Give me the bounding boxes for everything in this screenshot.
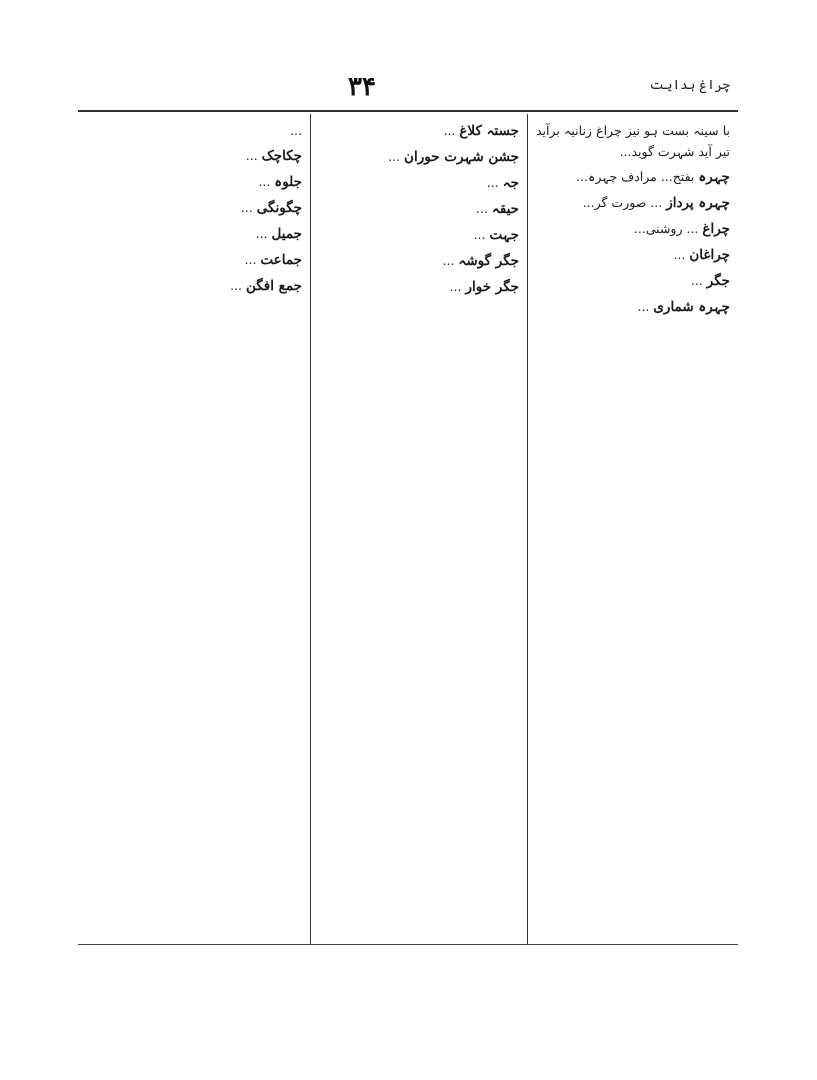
dictionary-entry	[319, 250, 519, 272]
header-rule	[78, 110, 738, 112]
entry-headword: چگونگی	[256, 200, 302, 216]
entry-headword: جمیل	[271, 226, 302, 242]
entry-definition: ...	[230, 278, 243, 293]
entry-definition: ... صورت گر...	[582, 195, 663, 210]
entry-headword: چہرہ	[698, 169, 730, 185]
entry-headword: جگر	[706, 273, 730, 289]
entry-headword: جشن شہرت حوران	[404, 149, 519, 165]
dictionary-entry	[86, 145, 302, 167]
entry-headword: چہرہ شماری	[653, 299, 730, 315]
entry-definition: ...	[475, 201, 488, 216]
entry-definition: ...	[245, 148, 258, 163]
entry-headword: چراغان	[689, 247, 730, 263]
dictionary-entry	[86, 120, 302, 141]
dictionary-entry	[319, 120, 519, 142]
entry-definition: ...	[690, 273, 703, 288]
entry-definition: ...	[388, 149, 401, 164]
dictionary-entry	[86, 249, 302, 271]
column-middle	[310, 114, 528, 944]
entry-definition: ...	[673, 247, 686, 262]
dictionary-entry	[319, 146, 519, 168]
entry-definition: با سینہ بست ہو نیز چراغ زنانیہ برآید تیر آید شہرت گوید...	[536, 123, 730, 159]
dictionary-entry	[536, 166, 730, 188]
footer-rule	[78, 944, 738, 945]
entry-headword: جہت	[489, 227, 519, 243]
dictionary-entry	[86, 197, 302, 219]
dictionary-entry	[86, 171, 302, 193]
entry-definition: ...	[449, 279, 462, 294]
running-title: چراغ ہدایت	[649, 78, 730, 93]
entry-headword: جلوہ	[274, 174, 302, 190]
entry-headword: حیقہ	[491, 201, 519, 217]
entry-definition: بفتح... مرادف چہرہ...	[576, 169, 695, 184]
entry-definition: ...	[486, 175, 499, 190]
entry-definition: ...	[443, 123, 456, 138]
dictionary-entry	[319, 224, 519, 246]
entry-definition: ...	[244, 252, 257, 267]
entry-headword: جماعت	[260, 252, 302, 268]
dictionary-entry	[536, 296, 730, 318]
entry-headword: جمع افگن	[246, 278, 302, 294]
page-number: ۳۴	[348, 72, 376, 102]
dictionary-entry	[319, 276, 519, 298]
text-columns	[78, 114, 738, 944]
dictionary-entry	[86, 223, 302, 245]
entry-headword: چہرہ پرداز	[666, 195, 730, 211]
entry-definition: ...	[473, 227, 486, 242]
dictionary-entry	[536, 270, 730, 292]
column-right	[528, 114, 738, 944]
column-left	[78, 114, 310, 944]
entry-definition: ...	[442, 253, 455, 268]
entry-headword: چراغ	[702, 221, 730, 237]
entry-definition: ...	[240, 200, 253, 215]
entry-definition: ... روشنی...	[633, 221, 699, 236]
entry-definition: ...	[290, 123, 302, 138]
entry-definition: ...	[258, 174, 271, 189]
dictionary-entry	[319, 198, 519, 220]
entry-headword: چکاچک	[261, 148, 302, 164]
dictionary-entry	[536, 218, 730, 240]
dictionary-entry	[536, 120, 730, 162]
dictionary-entry	[536, 244, 730, 266]
entry-headword: جہ	[502, 175, 519, 191]
entry-headword: جگر خوار	[465, 279, 519, 295]
dictionary-entry	[536, 192, 730, 214]
entry-headword: جستہ کلاغ	[459, 123, 519, 139]
dictionary-entry	[319, 172, 519, 194]
entry-definition: ...	[637, 299, 650, 314]
entry-headword: جگر گوشہ	[458, 253, 519, 269]
entry-definition: ...	[255, 226, 268, 241]
dictionary-entry	[86, 275, 302, 297]
page-header	[80, 72, 730, 112]
